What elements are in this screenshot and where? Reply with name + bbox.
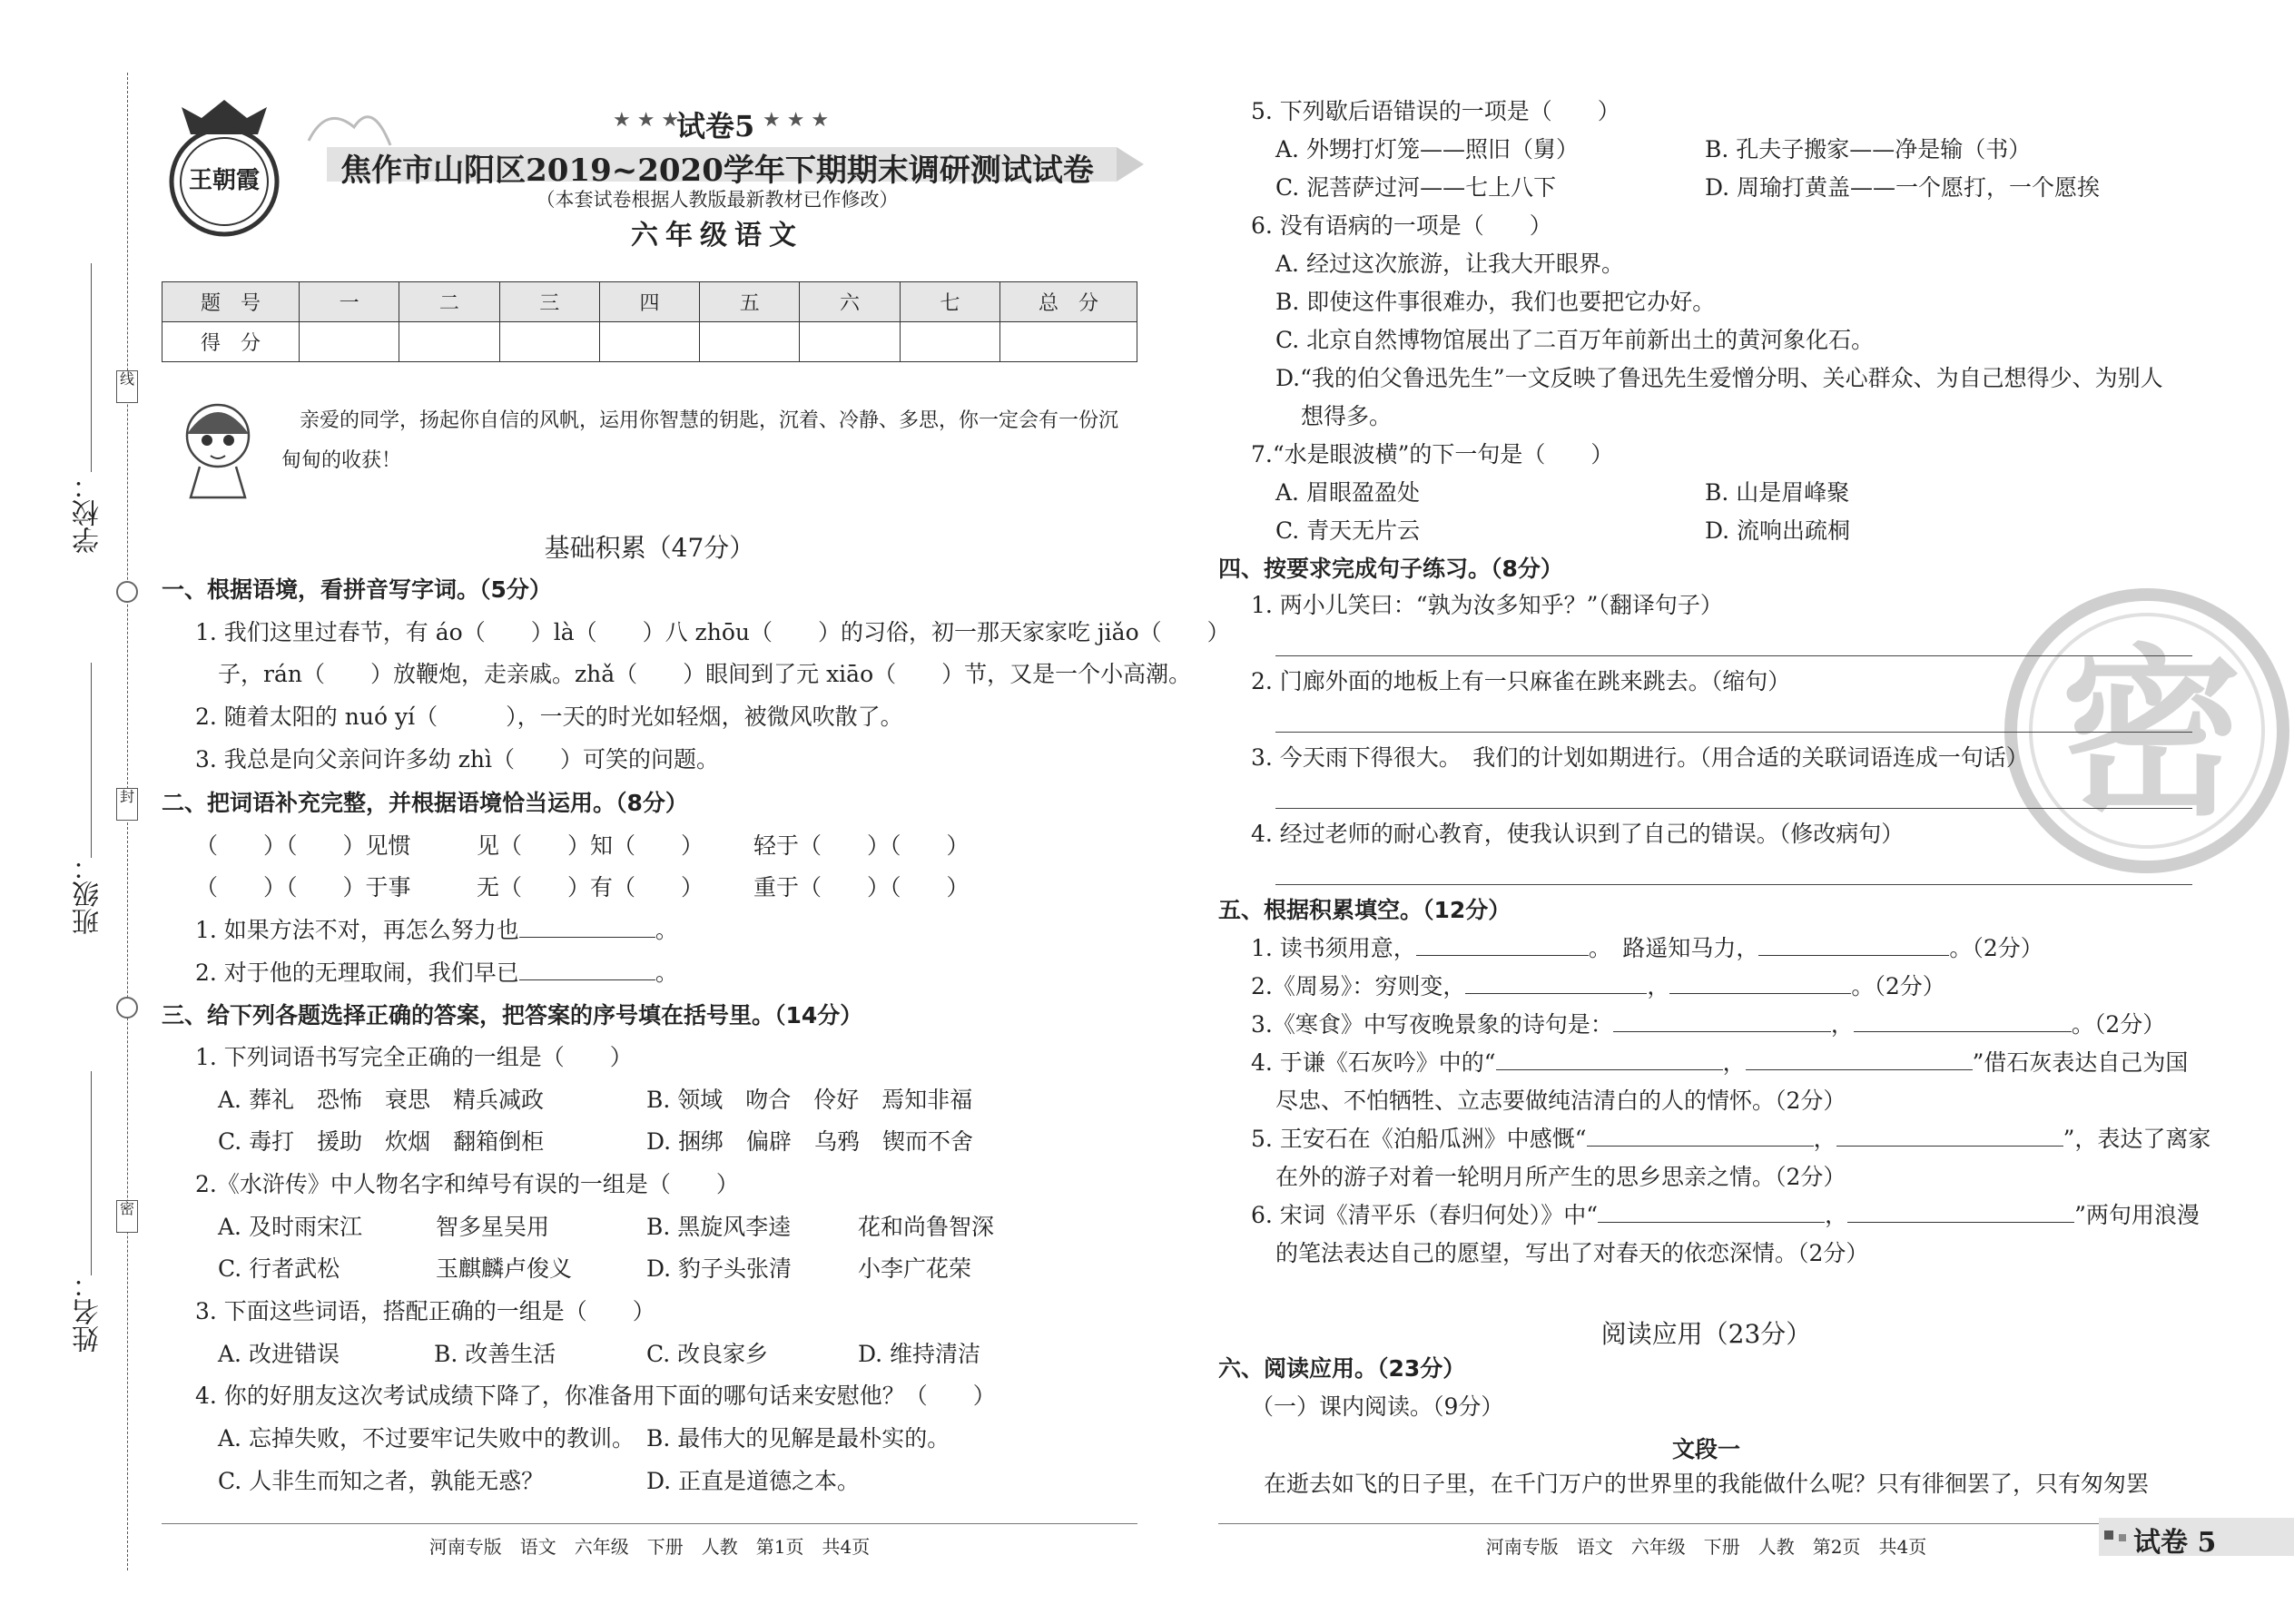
q5-blank[interactable] <box>1613 1011 1831 1032</box>
series-label: 试卷5 <box>676 109 755 143</box>
q5-blank[interactable] <box>1587 1126 1814 1147</box>
q3-item-5: 5. 下列歇后语错误的一项是（ ） <box>1251 98 1620 124</box>
q3-option[interactable]: C. 北京自然博物馆展出了二百万年前新出土的黄河象化石。 <box>1275 327 1875 353</box>
q3-option[interactable]: C. 毒打 援助 炊烟 翻箱倒柜 <box>218 1128 545 1155</box>
q3-option[interactable]: C. 泥菩萨过河——七上八下 <box>1275 174 1557 201</box>
school-label: 学校： <box>73 472 104 554</box>
q3-option-detail: 小李广花荣 <box>858 1255 972 1282</box>
score-table-header: 四 <box>599 282 699 322</box>
binding-hole-bottom <box>116 997 138 1019</box>
series-badge: 试卷 5 <box>2133 1527 2217 1559</box>
greeting-line-2: 甸甸的收获！ <box>281 449 402 472</box>
q5-line-4-continuation: 尽忠、不怕牺牲、立志要做纯洁清白的人的情怀。（2分） <box>1275 1088 1846 1114</box>
q5-line-3: 3.《寒食》中写夜晚景象的诗句是： ， 。（2分） <box>1251 1011 2166 1038</box>
q4-answer-line-2[interactable] <box>1275 732 2192 733</box>
q3-option-detail: 花和尚鲁智深 <box>858 1214 995 1240</box>
score-table-header: 题 号 <box>162 282 300 322</box>
q2-blank-idiom[interactable]: （ ）（ ）见惯 <box>195 832 411 859</box>
q5-blank[interactable] <box>1496 1049 1723 1070</box>
q1-line-4: 3. 我总是向父亲问许多幼 zhì（ ）可笑的问题。 <box>195 746 720 773</box>
q4-sentence-3: 3. 今天雨下得很大。 我们的计划如期进行。（用合适的关联词语连成一句话） <box>1251 744 2029 771</box>
q3-item-2: 2.《水浒传》中人物名字和绰号有误的一组是（ ） <box>195 1171 739 1197</box>
stars-decoration-left: ★ ★ ★ <box>613 109 680 132</box>
q3-option[interactable]: A. 忘掉失败，不过要牢记失败中的教训。 <box>218 1425 635 1452</box>
footer-right: 河南专版 语文 六年级 下册 人教 第2页 共4页 <box>1485 1536 1927 1558</box>
binding-hole-top <box>116 581 138 603</box>
grade-subject: 六年级语文 <box>631 220 803 251</box>
score-table-header-row <box>162 282 1137 322</box>
q3-item-4: 4. 你的好朋友这次考试成绩下降了，你准备用下面的哪句话来安慰他？（ ） <box>195 1383 996 1409</box>
score-cell[interactable] <box>499 322 599 362</box>
q5-blank[interactable] <box>1758 935 1949 956</box>
q3-option[interactable]: B. 领域 吻合 伶好 焉知非福 <box>646 1087 973 1113</box>
q3-option[interactable]: D. 流响出疏桐 <box>1705 517 1851 544</box>
name-label: 姓名： <box>73 1271 104 1353</box>
q5-blank[interactable] <box>1416 935 1589 956</box>
q3-option[interactable]: D.“我的伯父鲁迅先生”一文反映了鲁迅先生爱憎分明、关心群众、为自己想得少、为别人 <box>1275 365 2163 391</box>
score-cell[interactable] <box>300 322 399 362</box>
q1-line-3: 2. 随着太阳的 nuó yí（ ），一天的时光如轻烟，被微风吹散了。 <box>195 704 903 730</box>
q3-option[interactable]: B. 改善生活 <box>434 1341 556 1367</box>
score-table-header: 总 分 <box>1000 282 1137 322</box>
q3-option[interactable]: A. 眉眼盈盈处 <box>1275 479 1420 506</box>
q2-title: 二、把词语补充完整，并根据语境恰当运用。（8分） <box>162 790 688 816</box>
q4-sentence-2: 2. 门廊外面的地板上有一只麻雀在跳来跳去。（缩句） <box>1251 668 1791 694</box>
q2-sentence-2: 2. 对于他的无理取闹，我们早已 。 <box>195 960 678 986</box>
q3-option[interactable]: A. 经过这次旅游，让我大开眼界。 <box>1275 251 1624 277</box>
q3-option-detail: 智多星吴用 <box>436 1214 550 1240</box>
class-field-line[interactable] <box>91 663 92 858</box>
stars-decoration-right: ★ ★ ★ <box>763 109 830 132</box>
q3-option[interactable]: B. 黑旋风李逵 <box>646 1214 792 1240</box>
passage-title: 文段一 <box>1671 1436 1740 1462</box>
q3-option-continuation: 想得多。 <box>1301 403 1393 429</box>
q3-option[interactable]: D. 豹子头张清 <box>646 1255 793 1282</box>
footer-divider-right <box>1218 1523 2194 1524</box>
class-label: 班级： <box>73 853 104 935</box>
q5-line-2: 2.《周易》：穷则变， ， 。（2分） <box>1251 973 1945 999</box>
q2-blank-idiom[interactable]: 重于（ ）（ ） <box>753 874 970 901</box>
q4-answer-line-4[interactable] <box>1275 884 2192 885</box>
q2-answer-blank-1[interactable] <box>519 917 655 938</box>
q5-blank[interactable] <box>1836 1126 2063 1147</box>
score-table-header: 七 <box>900 282 999 322</box>
q3-option[interactable]: D. 捆绑 偏辟 乌鸦 锲而不舍 <box>646 1128 974 1155</box>
passage-line-1: 在逝去如飞的日子里，在千门万户的世界里的我能做什么呢？只有徘徊罢了，只有匆匆罢 <box>1264 1471 2150 1497</box>
cartoon-girl-icon <box>172 390 263 499</box>
seal-mark-bottom: 密 <box>116 1200 138 1233</box>
score-table-score-row <box>162 322 1137 362</box>
score-cell[interactable] <box>800 322 900 362</box>
q5-blank[interactable] <box>1746 1049 1973 1070</box>
q3-option[interactable]: A. 改进错误 <box>218 1341 340 1367</box>
binding-dashed-line <box>127 73 128 1570</box>
footer-divider-left <box>162 1523 1137 1524</box>
q3-option[interactable]: C. 改良家乡 <box>646 1341 769 1367</box>
watermark-text: 密 <box>2061 629 2243 841</box>
q3-option[interactable]: B. 孔夫子搬家——净是输（书） <box>1705 136 2032 162</box>
q3-item-7: 7.“水是眼波横”的下一句是（ ） <box>1251 441 1614 468</box>
score-table-header: 五 <box>700 282 800 322</box>
q2-sentence-1: 1. 如果方法不对，再怎么努力也 。 <box>195 917 678 943</box>
greeting-line-1: 亲爱的同学，扬起你自信的风帆，运用你智慧的钥匙，沉着、冷静、多思，你一定会有一份沉 <box>300 409 1119 432</box>
badge-square-icon <box>2104 1530 2113 1540</box>
q5-blank[interactable] <box>1847 1202 2074 1223</box>
footer-left: 河南专版 语文 六年级 下册 人教 第1页 共4页 <box>428 1536 871 1558</box>
q5-line-4: 4. 于谦《石灰吟》中的“ ， ”借石灰表达自己为国 <box>1251 1049 2189 1076</box>
q2-blank-idiom[interactable]: 见（ ）知（ ） <box>477 832 704 859</box>
score-cell[interactable] <box>1000 322 1137 362</box>
q6-title: 六、阅读应用。（23分） <box>1218 1355 1466 1382</box>
q2-answer-blank-2[interactable] <box>519 960 655 980</box>
seal-mark-top: 线 <box>116 370 138 403</box>
q6-subsection-1: （一）课内阅读。（9分） <box>1251 1393 1504 1420</box>
q4-answer-line-1[interactable] <box>1275 655 2192 656</box>
q3-option[interactable]: A. 外甥打灯笼——照旧（舅） <box>1275 136 1579 162</box>
score-cell[interactable] <box>900 322 999 362</box>
q5-blank[interactable] <box>1854 1011 2072 1032</box>
q1-line-1: 1. 我们这里过春节，有 áo（ ）là（ ）八 zhōu（ ）的习俗，初一那天家家吃 jiǎo（ ） <box>195 619 1230 645</box>
q3-option[interactable]: B. 最伟大的见解是最朴实的。 <box>646 1425 950 1452</box>
school-field-line[interactable] <box>91 263 92 472</box>
q3-option[interactable]: A. 葬礼 恐怖 衰思 精兵减政 <box>218 1087 544 1113</box>
q5-line-1: 1. 读书须用意， 。 路遥知马力， 。（2分） <box>1251 935 2043 961</box>
q5-blank[interactable] <box>1669 973 1851 994</box>
q3-option[interactable]: D. 正直是道德之本。 <box>646 1468 861 1494</box>
name-field-line[interactable] <box>91 1071 92 1275</box>
score-table-header: 一 <box>300 282 399 322</box>
seal-mark-middle: 封 <box>116 788 138 821</box>
q5-blank[interactable] <box>1465 973 1647 994</box>
q3-item-6: 6. 没有语病的一项是（ ） <box>1251 212 1552 239</box>
q3-option[interactable]: D. 维持清洁 <box>858 1341 981 1367</box>
q3-option[interactable]: C. 人非生而知之者，孰能无惑？ <box>218 1468 545 1494</box>
q2-blank-idiom[interactable]: （ ）（ ）于事 <box>195 874 411 901</box>
score-cell[interactable] <box>599 322 699 362</box>
q1-line-2: 子，rán（ ）放鞭炮，走亲戚。zhǎ（ ）眼间到了元 xiāo（ ）节，又是一个小高潮。 <box>218 661 1192 687</box>
q2-blank-idiom[interactable]: 轻于（ ）（ ） <box>753 832 970 859</box>
q5-line-5: 5. 王安石在《泊船瓜洲》中感慨“ ， ”，表达了离家 <box>1251 1126 2211 1152</box>
section-title-basic: 基础积累（47分） <box>544 533 755 563</box>
q4-title: 四、按要求完成句子练习。（8分） <box>1218 556 1563 582</box>
q3-item-3: 3. 下面这些词语，搭配正确的一组是（ ） <box>195 1298 655 1324</box>
ribbon-icon <box>309 117 390 145</box>
q5-line-5-continuation: 在外的游子对着一轮明月所产生的思乡思亲之情。（2分） <box>1275 1164 1846 1190</box>
score-cell[interactable] <box>399 322 499 362</box>
q5-blank[interactable] <box>1598 1202 1825 1223</box>
q3-option[interactable]: C. 青天无片云 <box>1275 517 1421 544</box>
score-row-label: 得 分 <box>162 322 300 362</box>
q3-option[interactable]: A. 及时雨宋江 <box>218 1214 362 1240</box>
q2-blank-idiom[interactable]: 无（ ）有（ ） <box>477 874 704 901</box>
q4-answer-line-3[interactable] <box>1275 808 2192 809</box>
q5-line-6-continuation: 的笔法表达自己的愿望，写出了对春天的依恋深情。（2分） <box>1275 1240 1869 1266</box>
q5-title: 五、根据积累填空。（12分） <box>1218 897 1511 923</box>
q5-line-6: 6. 宋词《清平乐（春归何处）》中“ ， ”两句用浪漫 <box>1251 1202 2200 1228</box>
logo-text: 王朝霞 <box>188 167 260 194</box>
q4-sentence-1: 1. 两小儿笑曰：“孰为汝多知乎？”（翻译句子） <box>1251 592 1723 618</box>
q3-option-detail: 玉麒麟卢俊义 <box>436 1255 573 1282</box>
q3-title: 三、给下列各题选择正确的答案，把答案的序号填在括号里。（14分） <box>162 1002 863 1029</box>
badge-square-icon <box>2119 1534 2126 1541</box>
q3-item-1: 1. 下列词语书写完全正确的一组是（ ） <box>195 1044 633 1070</box>
exam-title: 焦作市山阳区2019~2020学年下期期末调研测试试卷 <box>340 153 1094 189</box>
q3-option[interactable]: D. 周瑜打黄盖——一个愿打，一个愿挨 <box>1705 174 2101 201</box>
q3-option[interactable]: C. 行者武松 <box>218 1255 340 1282</box>
score-cell[interactable] <box>700 322 800 362</box>
score-table-header: 六 <box>800 282 900 322</box>
q3-option[interactable]: B. 即使这件事很难办，我们也要把它办好。 <box>1275 289 1716 315</box>
q3-option[interactable]: B. 山是眉峰聚 <box>1705 479 1850 506</box>
score-table <box>162 281 1137 362</box>
q1-title: 一、根据语境，看拼音写字词。（5分） <box>162 576 552 603</box>
q4-sentence-4: 4. 经过老师的耐心教育，使我认识到了自己的错误。（修改病句） <box>1251 821 1905 847</box>
score-table-header: 二 <box>399 282 499 322</box>
score-table-header: 三 <box>499 282 599 322</box>
exam-subtitle: （本套试卷根据人教版最新教材已作修改） <box>536 189 899 211</box>
section-title-reading: 阅读应用（23分） <box>1600 1319 1812 1349</box>
